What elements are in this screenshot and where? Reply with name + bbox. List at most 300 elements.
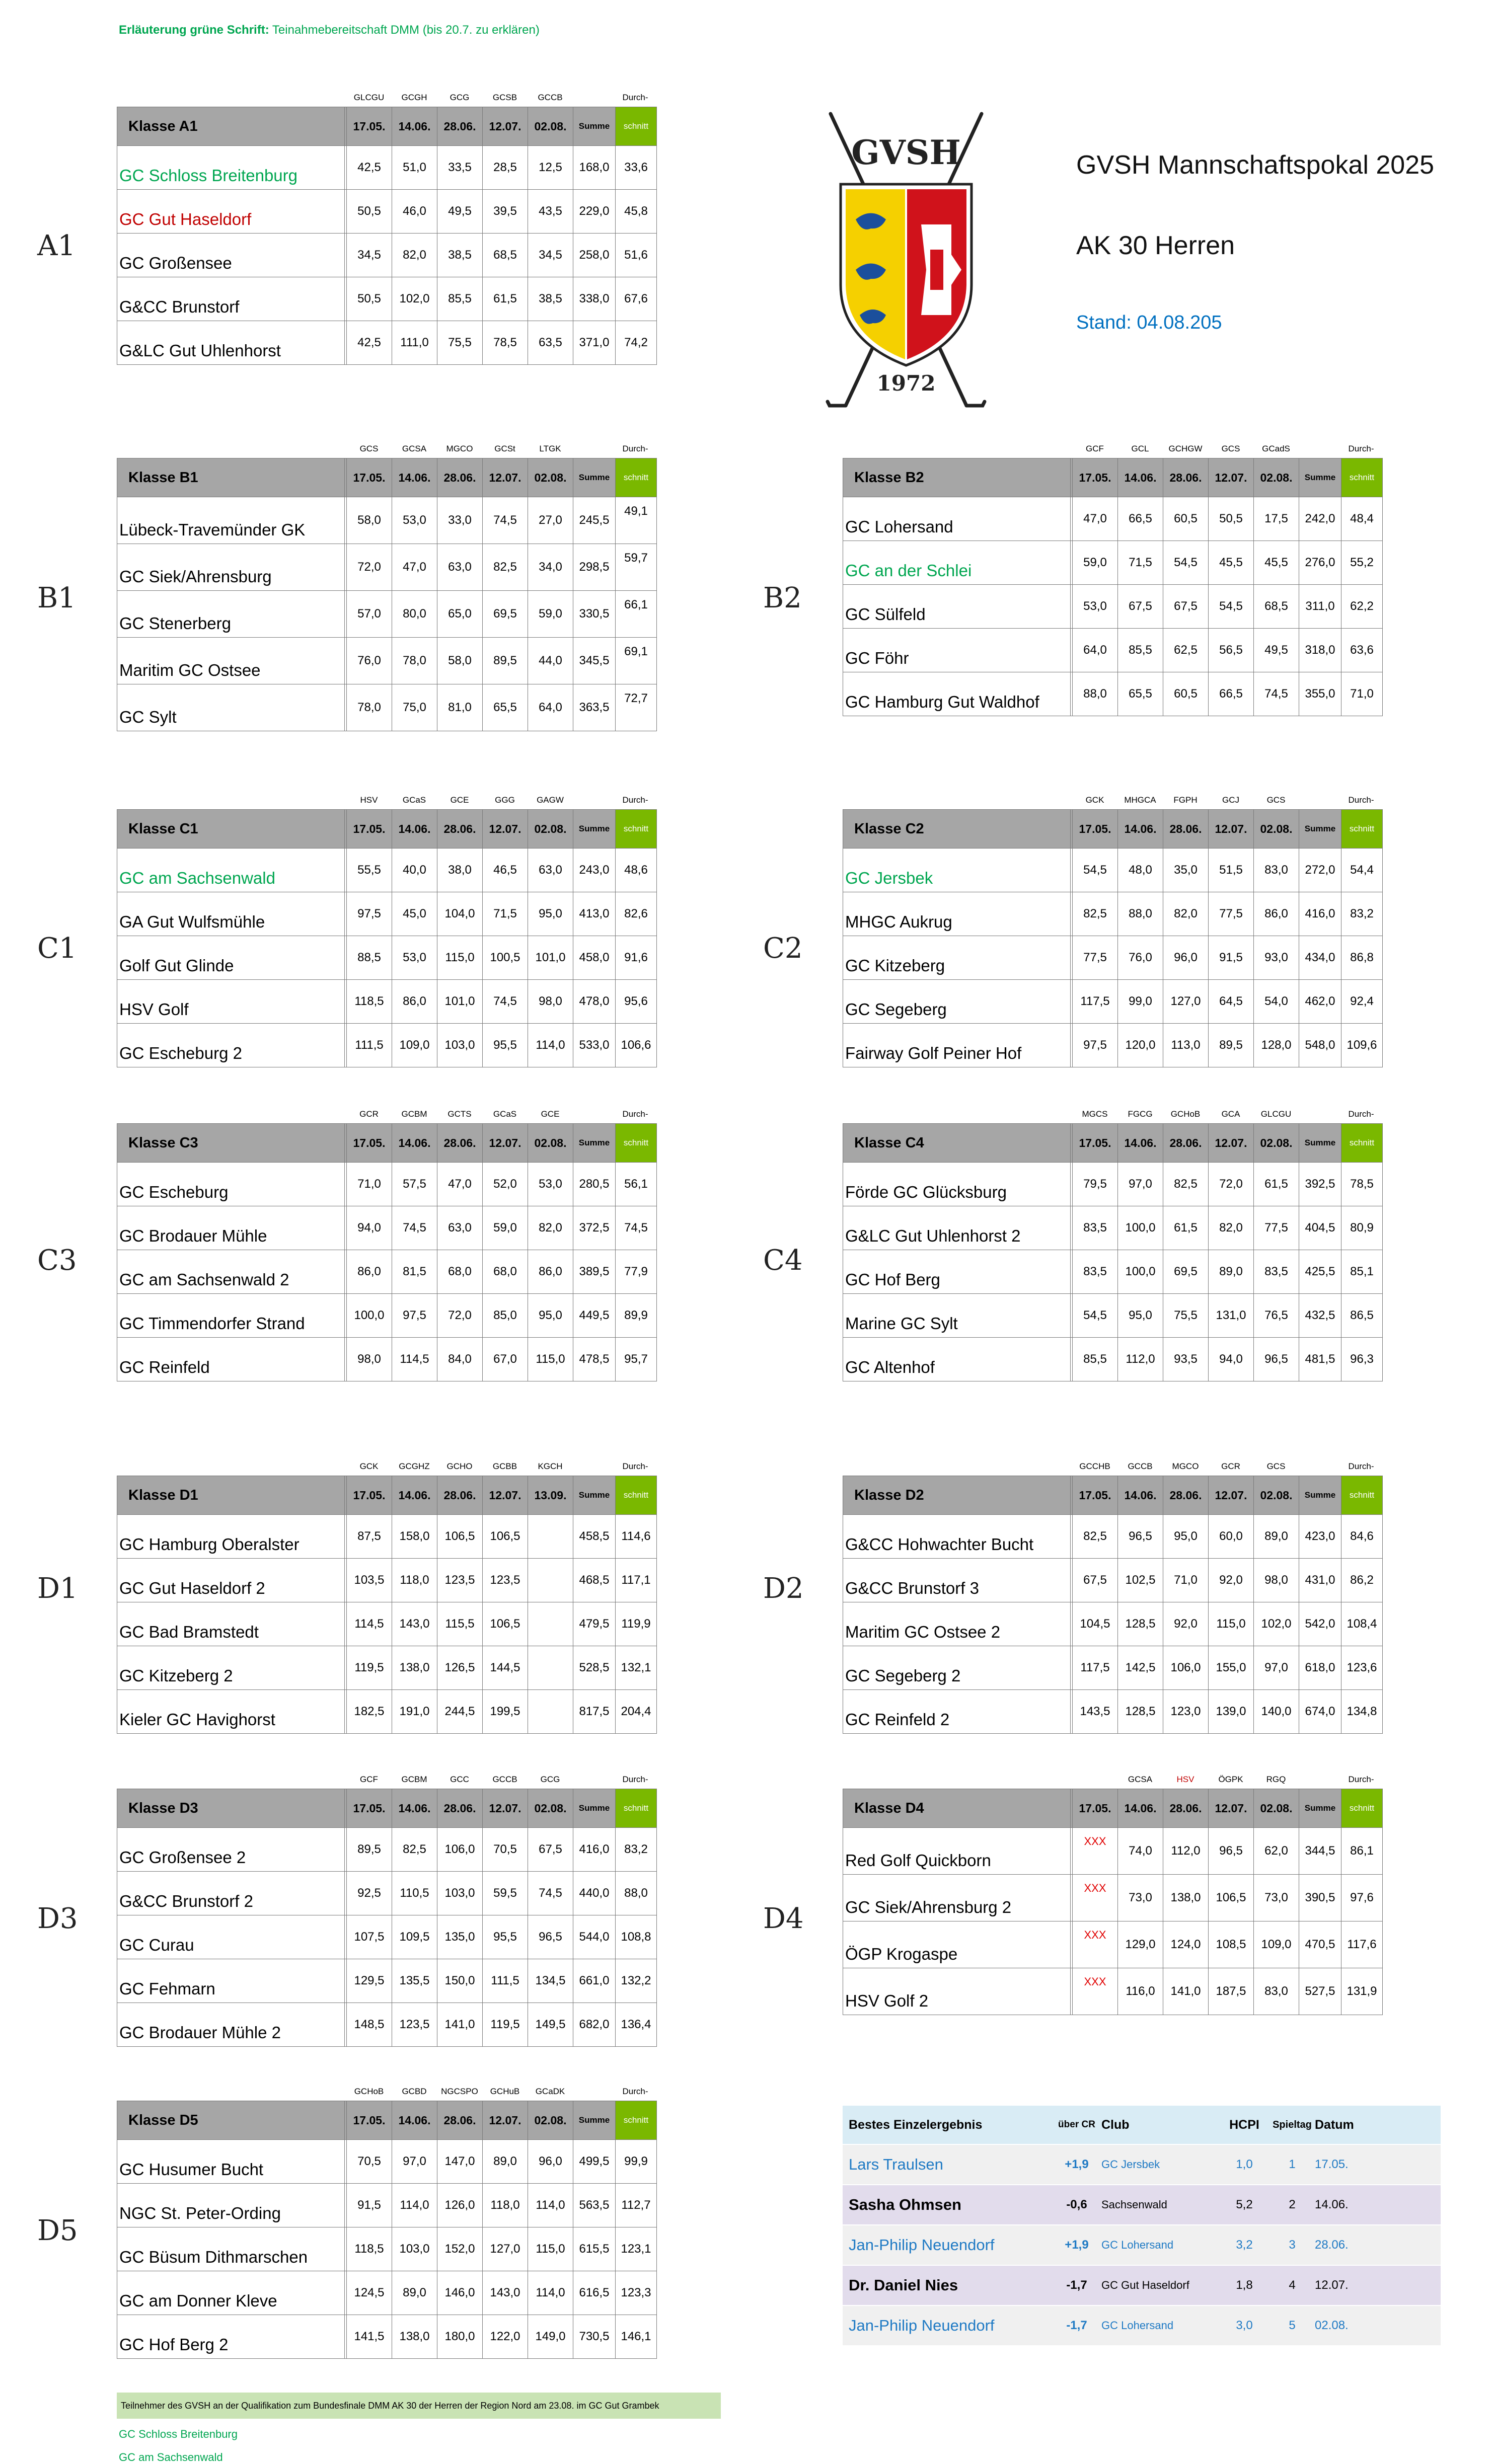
table-row (843, 892, 1383, 936)
table-row (117, 2003, 657, 2047)
score-cell: 99,0 (1118, 980, 1163, 1024)
score-cell: 33,0 (437, 497, 483, 544)
team-name: GC am Sachsenwald (117, 849, 345, 892)
score-cell: 91,5 (1209, 936, 1254, 980)
table-row (117, 1915, 657, 1959)
sum-cell: 363,5 (573, 684, 616, 731)
sum-header: Summe (1299, 810, 1341, 849)
score-cell: 57,0 (347, 591, 392, 638)
team-name: GC Hamburg Oberalster (117, 1515, 345, 1559)
venue-abbr: GCSB (492, 93, 517, 102)
table-row (843, 629, 1383, 672)
gvsh-crest-icon (800, 104, 1012, 426)
score-cell: 62,5 (1163, 629, 1209, 672)
score-cell: 115,0 (437, 936, 483, 980)
venue-abbr: GCHuB (490, 2087, 520, 2096)
class-label: Klasse D1 (117, 1476, 345, 1515)
best-results-header (843, 2106, 1441, 2144)
score-cell: 49,5 (1254, 629, 1299, 672)
score-cell: 95,0 (528, 892, 573, 936)
table-row (117, 1163, 657, 1206)
score-grid (117, 107, 657, 365)
date-header: 14.06. (392, 810, 437, 849)
score-cell: 34,5 (528, 234, 573, 277)
score-cell: 97,0 (1254, 1646, 1299, 1690)
score-cell: 67,5 (1163, 585, 1209, 629)
team-name: GC Föhr (843, 629, 1071, 672)
score-cell: 128,5 (1118, 1690, 1163, 1734)
score-cell: 52,0 (483, 1163, 528, 1206)
score-cell: 149,0 (528, 2315, 573, 2359)
avg-cell: 74,5 (616, 1206, 657, 1250)
sum-cell: 478,0 (573, 980, 616, 1024)
score-cell: 57,5 (392, 1163, 437, 1206)
venue-abbr: GCCB (1128, 1461, 1153, 1471)
team-name: HSV Golf (117, 980, 345, 1024)
score-cell: 46,0 (392, 190, 437, 234)
team-name: GC Großensee (117, 234, 345, 277)
date-header: 14.06. (392, 1789, 437, 1828)
match-day: 2 (1269, 2185, 1315, 2225)
avg-label-top: Durch- (1348, 444, 1374, 453)
table-row (843, 980, 1383, 1024)
venue-abbr: GCaS (402, 795, 426, 805)
avg-cell: 204,4 (616, 1690, 657, 1734)
score-cell (528, 1602, 573, 1646)
venue-abbr: NGCSPO (441, 2087, 478, 2096)
date-header: 14.06. (1118, 1476, 1163, 1515)
score-cell: 127,0 (483, 2227, 528, 2271)
date-header: 02.08. (528, 810, 573, 849)
score-cell: 100,0 (1118, 1250, 1163, 1294)
header-row (117, 458, 657, 497)
score-cell: 102,0 (392, 277, 437, 321)
venue-abbr: GCSA (402, 444, 427, 453)
table-row (117, 638, 657, 684)
avg-header: schnitt (616, 1789, 657, 1828)
avg-header: schnitt (1341, 1789, 1383, 1828)
over-cr: -1,7 (1054, 2265, 1099, 2305)
score-cell: 118,0 (483, 2184, 528, 2227)
sum-cell: 276,0 (1299, 541, 1341, 585)
sum-header: Summe (573, 810, 616, 849)
venue-abbr: GCBD (402, 2087, 427, 2096)
avg-cell: 71,0 (1341, 672, 1383, 716)
team-name: G&CC Hohwachter Bucht (843, 1515, 1071, 1559)
team-name: GC Segeberg 2 (843, 1646, 1071, 1690)
score-cell: 88,0 (1118, 892, 1163, 936)
sum-cell: 404,5 (1299, 1206, 1341, 1250)
score-cell: 83,5 (1073, 1206, 1118, 1250)
table-row (117, 321, 657, 365)
score-cell: 86,0 (528, 1250, 573, 1294)
team-name: GC Sylt (117, 684, 345, 731)
score-cell: 47,0 (392, 544, 437, 591)
sum-cell: 682,0 (573, 2003, 616, 2047)
score-cell: 47,0 (437, 1163, 483, 1206)
sum-cell: 330,5 (573, 591, 616, 638)
score-cell: 89,5 (483, 638, 528, 684)
avg-cell: 123,3 (616, 2271, 657, 2315)
team-name: GC Reinfeld 2 (843, 1690, 1071, 1734)
date-header: 02.08. (528, 1789, 573, 1828)
venue-abbr: GCHoB (1170, 1109, 1201, 1119)
sum-cell: 481,5 (1299, 1338, 1341, 1381)
best-result-row (843, 2185, 1441, 2225)
score-cell: 82,5 (1073, 892, 1118, 936)
venue-abbr: GCE (541, 1109, 560, 1119)
score-cell: 77,5 (1073, 936, 1118, 980)
avg-cell: 48,4 (1341, 497, 1383, 541)
score-cell: 89,5 (1209, 1024, 1254, 1067)
score-cell: 102,0 (1254, 1602, 1299, 1646)
score-cell: 138,0 (1163, 1875, 1209, 1921)
header-row (117, 1124, 657, 1163)
score-cell: 75,5 (437, 321, 483, 365)
avg-cell: 83,2 (1341, 892, 1383, 936)
sum-cell: 434,0 (1299, 936, 1341, 980)
sum-header: Summe (1299, 1789, 1341, 1828)
avg-label-top: Durch- (622, 2087, 648, 2096)
score-cell: 114,0 (528, 1024, 573, 1067)
team-name: GC Hof Berg 2 (117, 2315, 345, 2359)
score-cell: 69,5 (1163, 1250, 1209, 1294)
venue-abbr: GCHGW (1168, 444, 1203, 453)
sum-cell: 298,5 (573, 544, 616, 591)
score-cell: 59,0 (483, 1206, 528, 1250)
score-cell: 54,0 (1254, 980, 1299, 1024)
score-cell: 138,0 (392, 1646, 437, 1690)
team-name: GC Lohersand (843, 497, 1071, 541)
avg-cell: 95,6 (616, 980, 657, 1024)
sum-cell: 272,0 (1299, 849, 1341, 892)
avg-cell: 82,6 (616, 892, 657, 936)
score-cell: 135,0 (437, 1915, 483, 1959)
sum-header: Summe (1299, 458, 1341, 497)
sum-cell: 544,0 (573, 1915, 616, 1959)
date-header: 12.07. (1209, 1124, 1254, 1163)
team-name: GC Gut Haseldorf (117, 190, 345, 234)
score-cell: 77,5 (1209, 892, 1254, 936)
sum-cell: 413,0 (573, 892, 616, 936)
score-cell: 96,5 (1118, 1515, 1163, 1559)
venue-abbr: GCE (450, 795, 469, 805)
table-row (843, 849, 1383, 892)
score-cell: 78,5 (483, 321, 528, 365)
score-cell: 110,5 (392, 1872, 437, 1915)
score-cell: 67,5 (1118, 585, 1163, 629)
score-cell: 107,5 (347, 1915, 392, 1959)
player-club: GC Jersbek (1099, 2144, 1219, 2185)
team-name: Lübeck-Travemünder GK (117, 497, 345, 544)
venue-abbreviations (117, 1458, 717, 1476)
team-name: Red Golf Quickborn (843, 1828, 1071, 1875)
group-label-c1: C1 (37, 932, 77, 965)
qualified-team-2: GC am Sachsenwald (119, 2451, 223, 2463)
avg-cell: 72,7 (616, 684, 657, 731)
date-header: 02.08. (1254, 1476, 1299, 1515)
date-header: 12.07. (483, 1124, 528, 1163)
sum-cell: 458,0 (573, 936, 616, 980)
score-cell: 147,0 (437, 2140, 483, 2184)
score-cell: 131,0 (1209, 1294, 1254, 1338)
venue-abbreviations (117, 2084, 717, 2101)
table-row (843, 541, 1383, 585)
date-header: 28.06. (437, 1789, 483, 1828)
score-cell: 119,5 (347, 1646, 392, 1690)
sum-header: Summe (573, 2101, 616, 2140)
over-cr: +1,9 (1054, 2225, 1099, 2265)
header-row (117, 2101, 657, 2140)
score-cell: 42,5 (347, 146, 392, 190)
score-cell: 114,5 (347, 1602, 392, 1646)
venue-abbr: GCTS (447, 1109, 472, 1119)
venue-abbreviations (843, 1772, 1443, 1789)
score-cell: 82,0 (1209, 1206, 1254, 1250)
class-label: Klasse D3 (117, 1789, 345, 1828)
sum-cell: 416,0 (573, 1828, 616, 1872)
date-header: 17.05. (1073, 1476, 1118, 1515)
avg-cell: 49,1 (616, 497, 657, 544)
venue-abbr: GCG (450, 93, 470, 102)
date-header: 28.06. (1163, 1476, 1209, 1515)
team-name: G&CC Brunstorf 2 (117, 1872, 345, 1915)
group-label-d4: D4 (763, 1902, 804, 1935)
score-cell: 72,0 (437, 1294, 483, 1338)
page-subtitle: AK 30 Herren (1076, 231, 1235, 260)
score-cell: 104,0 (437, 892, 483, 936)
group-label-d2: D2 (763, 1572, 804, 1605)
score-cell: 67,0 (483, 1338, 528, 1381)
table-row (843, 1828, 1383, 1875)
team-name: GC Fehmarn (117, 1959, 345, 2003)
avg-cell: 99,9 (616, 2140, 657, 2184)
team-name: GC Siek/Ahrensburg 2 (843, 1875, 1071, 1921)
score-cell: 89,0 (483, 2140, 528, 2184)
score-cell: 106,0 (437, 1828, 483, 1872)
score-cell: 71,0 (347, 1163, 392, 1206)
score-cell: 53,0 (392, 497, 437, 544)
score-cell: 128,0 (1254, 1024, 1299, 1067)
score-cell: 129,5 (347, 1959, 392, 2003)
match-day: 3 (1269, 2225, 1315, 2265)
team-name: GC an der Schlei (843, 541, 1071, 585)
player-name: Jan-Philip Neuendorf (843, 2225, 1054, 2265)
venue-abbr: FGPH (1173, 795, 1198, 805)
score-cell: 59,0 (528, 591, 573, 638)
score-cell: 103,0 (437, 1024, 483, 1067)
score-cell: 54,5 (1163, 541, 1209, 585)
score-cell: 49,5 (437, 190, 483, 234)
score-cell: 68,0 (437, 1250, 483, 1294)
score-cell: 54,5 (1209, 585, 1254, 629)
class-label: Klasse C4 (843, 1124, 1071, 1163)
score-cell: 117,5 (1073, 1646, 1118, 1690)
table-row (843, 585, 1383, 629)
score-cell: 67,5 (1073, 1559, 1118, 1602)
legend-note (119, 23, 540, 37)
header-row (117, 107, 657, 146)
sum-cell: 661,0 (573, 1959, 616, 2003)
sum-header: Summe (1299, 1476, 1341, 1515)
venue-abbr: RGQ (1266, 1775, 1286, 1784)
score-cell: 106,5 (437, 1515, 483, 1559)
sum-cell: 615,5 (573, 2227, 616, 2271)
sum-cell: 390,5 (1299, 1875, 1341, 1921)
venue-abbr: HSV (1176, 1775, 1194, 1784)
score-cell: 63,0 (437, 544, 483, 591)
table-row (117, 1959, 657, 2003)
venue-abbr: GCF (1086, 444, 1104, 453)
team-name: GC Siek/Ahrensburg (117, 544, 345, 591)
team-name: Golf Gut Glinde (117, 936, 345, 980)
score-cell: 112,0 (1163, 1828, 1209, 1875)
score-cell: 60,5 (1163, 672, 1209, 716)
score-cell: 89,0 (392, 2271, 437, 2315)
score-cell: 118,0 (392, 1559, 437, 1602)
venue-abbr: GCA (1221, 1109, 1240, 1119)
team-name: GC Segeberg (843, 980, 1071, 1024)
player-hcpi: 1,0 (1219, 2144, 1269, 2185)
score-cell: XXX (1073, 1875, 1118, 1921)
sum-cell: 616,5 (573, 2271, 616, 2315)
score-cell: 39,5 (483, 190, 528, 234)
score-cell: 150,0 (437, 1959, 483, 2003)
venue-abbr: MGCO (1172, 1461, 1199, 1471)
score-cell: 122,0 (483, 2315, 528, 2359)
score-cell: 92,0 (1209, 1559, 1254, 1602)
sum-cell: 458,5 (573, 1515, 616, 1559)
score-cell: 72,0 (347, 544, 392, 591)
sum-header: Summe (573, 107, 616, 146)
date-header: 28.06. (437, 107, 483, 146)
sum-cell: 462,0 (1299, 980, 1341, 1024)
score-cell: 75,0 (392, 684, 437, 731)
score-cell: 128,5 (1118, 1602, 1163, 1646)
avg-label-top: Durch- (1348, 1461, 1374, 1471)
score-grid (117, 1476, 657, 1734)
sum-cell: 344,5 (1299, 1828, 1341, 1875)
score-cell: 71,0 (1163, 1559, 1209, 1602)
date-header: 17.05. (347, 810, 392, 849)
venue-abbreviations (843, 1458, 1443, 1476)
score-cell: 114,0 (528, 2271, 573, 2315)
sum-cell: 280,5 (573, 1163, 616, 1206)
player-name: Lars Traulsen (843, 2144, 1054, 2185)
date-header: 12.07. (483, 2101, 528, 2140)
score-cell: 101,0 (437, 980, 483, 1024)
group-label-c4: C4 (763, 1244, 803, 1277)
score-cell: 66,5 (1118, 497, 1163, 541)
venue-abbr: GCSA (1128, 1775, 1153, 1784)
table-row (117, 497, 657, 544)
score-cell: 113,0 (1163, 1024, 1209, 1067)
table-row (117, 1872, 657, 1915)
score-cell: 95,5 (483, 1915, 528, 1959)
table-row (117, 980, 657, 1024)
team-name: GC Gut Haseldorf 2 (117, 1559, 345, 1602)
player-name: Jan-Philip Neuendorf (843, 2305, 1054, 2346)
score-cell: 83,5 (1254, 1250, 1299, 1294)
score-cell: 50,5 (347, 277, 392, 321)
best-results-table (843, 2106, 1441, 2346)
score-cell: 76,5 (1254, 1294, 1299, 1338)
date-header: 02.08. (1254, 810, 1299, 849)
team-name: Maritim GC Ostsee (117, 638, 345, 684)
date-header: 02.08. (1254, 458, 1299, 497)
avg-header: schnitt (1341, 1124, 1383, 1163)
avg-cell: 48,6 (616, 849, 657, 892)
venue-abbr: GCHoB (354, 2087, 384, 2096)
score-cell: 71,5 (483, 892, 528, 936)
team-name: GC Hof Berg (843, 1250, 1071, 1294)
avg-cell: 89,9 (616, 1294, 657, 1338)
player-club: GC Gut Haseldorf (1099, 2265, 1219, 2305)
venue-abbr: FGCG (1128, 1109, 1153, 1119)
player-hcpi: 5,2 (1219, 2185, 1269, 2225)
avg-cell: 69,1 (616, 638, 657, 684)
venue-abbr: KGCH (538, 1461, 563, 1471)
score-cell: 187,5 (1209, 1968, 1254, 2015)
score-cell: 55,5 (347, 849, 392, 892)
team-name: GC Brodauer Mühle 2 (117, 2003, 345, 2047)
score-cell: 95,0 (528, 1294, 573, 1338)
score-cell: 74,5 (483, 980, 528, 1024)
score-cell: 73,0 (1118, 1875, 1163, 1921)
avg-cell: 59,7 (616, 544, 657, 591)
score-cell: 108,5 (1209, 1921, 1254, 1968)
score-grid (117, 1789, 657, 2047)
venue-abbr: GCS (1266, 1461, 1286, 1471)
score-cell: 38,5 (528, 277, 573, 321)
score-cell: 115,5 (437, 1602, 483, 1646)
avg-cell: 117,6 (1341, 1921, 1383, 1968)
sum-cell: 527,5 (1299, 1968, 1341, 2015)
best-header-title: Bestes Einzelergebnis (843, 2106, 1054, 2144)
score-cell: 123,0 (1163, 1690, 1209, 1734)
score-cell: 141,0 (1163, 1968, 1209, 2015)
score-cell: 95,0 (1163, 1515, 1209, 1559)
venue-abbr: GCK (359, 1461, 379, 1471)
table-row (117, 1206, 657, 1250)
score-cell: 75,5 (1163, 1294, 1209, 1338)
date-header: 17.05. (347, 1789, 392, 1828)
score-cell: 61,5 (1163, 1206, 1209, 1250)
venue-abbr: GCR (359, 1109, 379, 1119)
class-label: Klasse B2 (843, 458, 1071, 497)
score-cell: 191,0 (392, 1690, 437, 1734)
score-cell: 115,0 (528, 2227, 573, 2271)
class-label: Klasse B1 (117, 458, 345, 497)
class-label: Klasse C3 (117, 1124, 345, 1163)
avg-cell: 131,9 (1341, 1968, 1383, 2015)
avg-cell: 97,6 (1341, 1875, 1383, 1921)
venue-abbreviations (117, 90, 717, 107)
sum-cell: 355,0 (1299, 672, 1341, 716)
score-cell (528, 1646, 573, 1690)
score-cell: 109,0 (1254, 1921, 1299, 1968)
table-row (117, 1338, 657, 1381)
table-row (117, 684, 657, 731)
avg-cell: 146,1 (616, 2315, 657, 2359)
score-cell: 103,0 (392, 2227, 437, 2271)
score-cell: 51,0 (392, 146, 437, 190)
score-cell: 138,0 (392, 2315, 437, 2359)
table-row (843, 936, 1383, 980)
header-row (843, 1789, 1383, 1828)
table-row (117, 591, 657, 638)
score-cell: 28,5 (483, 146, 528, 190)
